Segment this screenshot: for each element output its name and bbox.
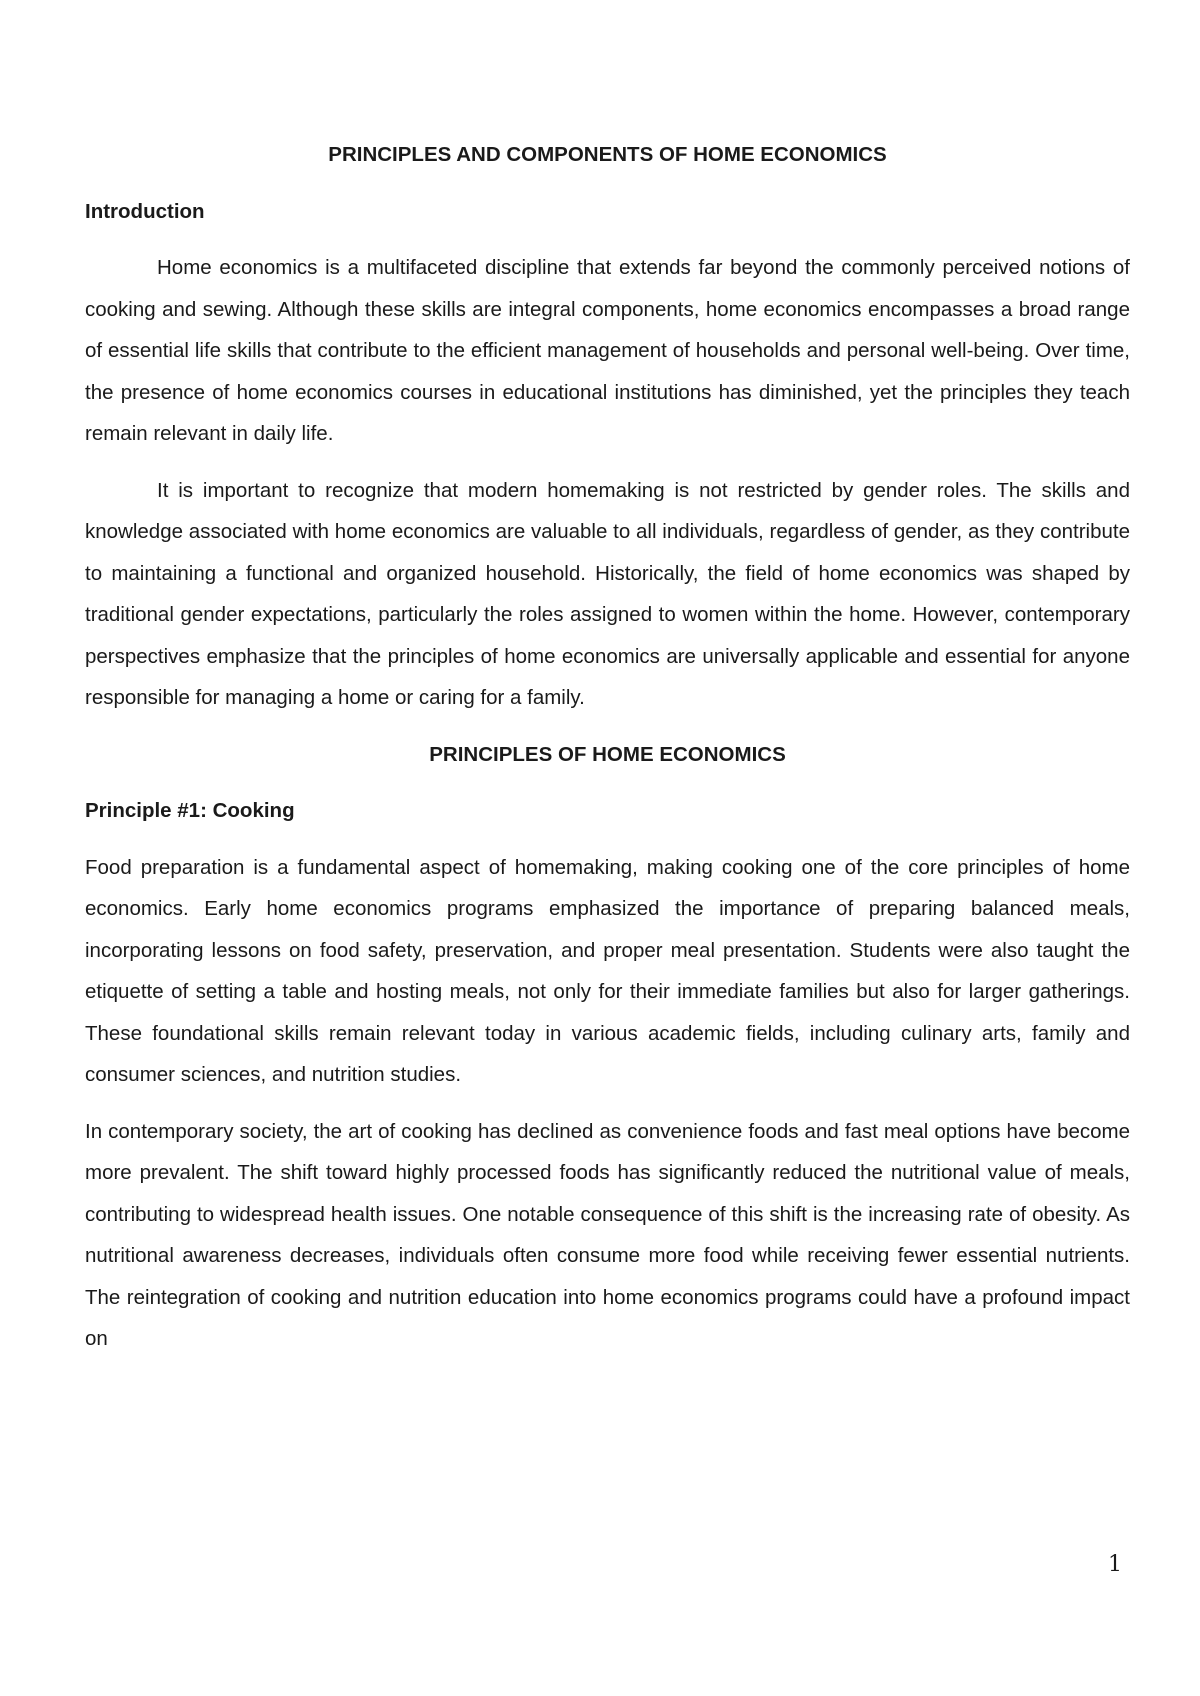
intro-paragraph-1: Home economics is a multifaceted discipline that extends far beyond the commonly perceived notions of cooking and sewing. Although these skills are integral components, home economics encompasses a broad range of essential life skills that contribute to the efficient management of households and personal well-being. Over time, the presence of home economics courses in educational institutions has diminished, yet the principles they teach remain relevant in daily life. <box>85 256 1130 445</box>
principle-1-paragraph-2: In contemporary society, the art of cooking has declined as convenience foods and fast meal options have become more prevalent. The shift toward highly processed foods has significantly reduced the nutritional value of meals, contributing to widespread health issues. One notable consequence of this shift is the increasing rate of obesity. As nutritional awareness decreases, individuals often consume more food while receiving fewer essential nutrients. The reintegration of cooking and nutrition education into home economics programs could have a profound impact on <box>85 1119 1130 1350</box>
document-page <box>85 134 1130 1375</box>
principle-1-paragraph-1: Food preparation is a fundamental aspect of homemaking, making cooking one of the core principles of home economics. Early home economics programs emphasized the importance of preparing balanced meals, incorporating lessons on food safety, preservation, and proper meal presentation. Students were also taught the etiquette of setting a table and hosting meals, not only for their immediate families but also for larger gatherings. These foundational skills remain relevant today in various academic fields, including culinary arts, family and consumer sciences, and nutrition studies. <box>85 855 1130 1086</box>
page-number: 1 <box>1108 1552 1122 1577</box>
intro-heading: Introduction <box>85 199 205 223</box>
section-heading: PRINCIPLES OF HOME ECONOMICS <box>429 742 786 766</box>
principle-1-heading: Principle #1: Cooking <box>85 799 295 822</box>
intro-paragraph-2: It is important to recognize that modern homemaking is not restricted by gender roles. The skills and knowledge associated with home economics are valuable to all individuals, regardless of gender, as they contribute to maintaining a functional and organized household. Historically, the field of home economics was shaped by traditional gender expectations, particularly the roles assigned to women within the home. However, contemporary perspectives emphasize that the principles of home economics are universally applicable and essential for anyone responsible for managing a home or caring for a family. <box>85 478 1130 709</box>
document-title: PRINCIPLES AND COMPONENTS OF HOME ECONOMICS <box>328 143 887 166</box>
